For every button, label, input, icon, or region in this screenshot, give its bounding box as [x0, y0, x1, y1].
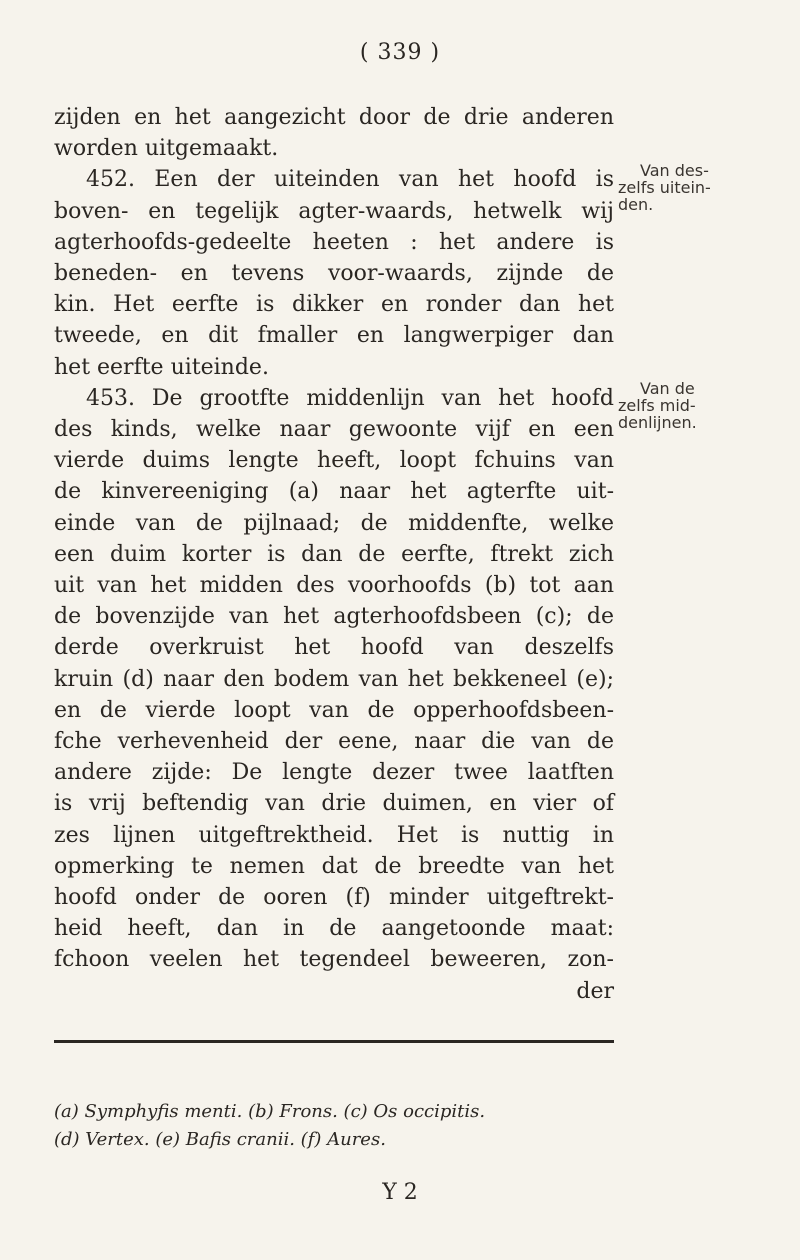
text-line: andere zijde: De lengte dezer twee laatften	[54, 760, 614, 786]
margin-note-line: den.	[618, 195, 654, 214]
margin-note-line: Van des-	[640, 161, 709, 180]
text-line: einde van de pijlnaad; de middenfte, welke	[54, 510, 614, 536]
text-line: de bovenzijde van het agterhoofdsbeen (c); de	[54, 604, 614, 630]
text-line: zijden en het aangezicht door de drie anderen	[54, 105, 614, 130]
text-line: zes lijnen uitgeftrektheid. Het is nuttig in	[54, 822, 614, 848]
signature-mark: Y 2	[382, 1180, 418, 1205]
text-line: fche verhevenheid der eene, naar die van de	[54, 729, 614, 755]
margin-note-line: Van de	[640, 379, 695, 398]
text-line: kin. Het eerfte is dikker en ronder dan het	[54, 292, 614, 318]
page-number-header: ( 339 )	[359, 40, 441, 65]
text-line: hoofd onder de ooren (f) minder uitgeftrekt-	[54, 885, 614, 911]
margin-note-line: zelfs mid-	[618, 396, 696, 415]
text-line: vierde duims lengte heeft, loopt fchuins van	[54, 448, 614, 474]
text-line: een duim korter is dan de eerfte, ftrekt zich	[54, 541, 614, 567]
text-line: uit van het midden des voorhoofds (b) tot aan	[54, 573, 614, 599]
footnote-divider	[54, 1040, 614, 1043]
paragraph-452-start: 452. Een der uiteinden van het hoofd is	[86, 167, 614, 193]
text-line: worden uitgemaakt.	[54, 136, 279, 162]
text-line: des kinds, welke naar gewoonte vijf en een	[54, 417, 614, 443]
catchword: der	[576, 978, 614, 1004]
body-text	[54, 102, 614, 1007]
text-line: fchoon veelen het tegendeel beweeren, zon-	[54, 947, 614, 973]
footnote-line: (d) Vertex. (e) Bafis cranii. (f) Aures.	[54, 1129, 386, 1150]
text-line: de kinvereeniging (a) naar het agterfte uit-	[54, 479, 614, 505]
footnote-line: (a) Symphyfis menti. (b) Frons. (c) Os occipitis.	[54, 1101, 486, 1122]
text-line: heid heeft, dan in de aangetoonde maat:	[54, 916, 614, 942]
footnotes	[54, 1098, 654, 1154]
text-line: agterhoofds-gedeelte heeten : het andere is	[54, 229, 614, 255]
text-line: kruin (d) naar den bodem van het bekkeneel (e);	[54, 666, 614, 692]
text-line: is vrij beftendig van drie duimen, en vier of	[54, 791, 614, 817]
paragraph-453-start: 453. De grootfte middenlijn van het hoofd	[86, 385, 614, 411]
margin-note-line: zelfs uitein-	[618, 178, 711, 197]
margin-note-line: denlijnen.	[618, 413, 697, 432]
margin-note-middenlijnen	[618, 380, 793, 431]
text-line: en de vierde loopt van de opperhoofdsbeen-	[54, 697, 614, 723]
text-line: tweede, en dit fmaller en langwerpiger dan	[54, 323, 614, 349]
text-line: het eerfte uiteinde.	[54, 354, 269, 380]
text-line: derde overkruist het hoofd van deszelfs	[54, 635, 614, 661]
text-line: beneden- en tevens voor-waards, zijnde de	[54, 261, 614, 287]
margin-note-uiteinden	[618, 162, 793, 213]
text-line: opmerking te nemen dat de breedte van het	[54, 853, 614, 879]
text-line: boven- en tegelijk agter-waards, hetwelk wij	[54, 198, 614, 224]
